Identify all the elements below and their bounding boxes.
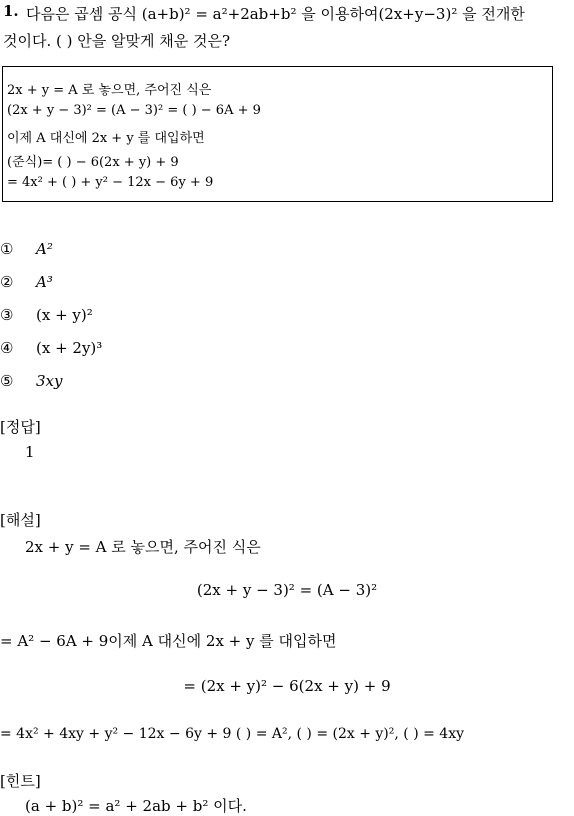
box-line-1: 2x + y = A 로 놓으면, 주어진 식은	[7, 83, 212, 98]
box-line-2: (2x + y − 3)² = (A − 3)² = ( ) − 6A + 9	[7, 103, 261, 118]
question-number-text: 1.	[3, 2, 19, 20]
choice-4-text: (x + 2y)³	[36, 339, 103, 357]
explanation-label: [해설]	[0, 511, 41, 529]
choice-5-mark: ⑤	[0, 372, 14, 390]
box-line-4: (준식)= ( ) − 6(2x + y) + 9	[7, 155, 179, 170]
hint-text: (a + b)² = a² + 2ab + b² 이다.	[25, 797, 247, 815]
box-line-5: = 4x² + ( ) + y² − 12x − 6y + 9	[7, 175, 214, 190]
question-line-2: 것이다. ( ) 안을 알맞게 채운 것은?	[3, 32, 231, 50]
choice-4-mark: ④	[0, 339, 14, 357]
choice-1-text: A²	[36, 240, 53, 258]
problem-box	[2, 66, 553, 202]
choice-3-mark: ③	[0, 306, 14, 324]
choice-5-text: 3xy	[36, 372, 63, 390]
explanation-line-2: = A² − 6A + 9이제 A 대신에 2x + y 를 대입하면	[0, 632, 337, 650]
hint-label: [힌트]	[0, 772, 41, 790]
box-line-3: 이제 A 대신에 2x + y 를 대입하면	[7, 131, 205, 146]
question-number	[3, 2, 19, 20]
answer-value: 1	[25, 443, 35, 461]
choice-3-text: (x + y)²	[36, 306, 93, 324]
answer-label: [정답]	[0, 418, 41, 436]
question-line-1: 다음은 곱셈 공식 (a+b)² = a²+2ab+b² 을 이용하여(2x+y−3)² 을 전개한	[26, 5, 525, 23]
choice-1-mark: ①	[0, 240, 14, 258]
explanation-equation-1: (2x + y − 3)² = (A − 3)²	[196, 581, 378, 599]
explanation-line-1: 2x + y = A 로 놓으면, 주어진 식은	[25, 538, 261, 556]
choice-2-mark: ②	[0, 273, 14, 291]
choice-2-text: A³	[36, 273, 53, 291]
explanation-equation-2: = (2x + y)² − 6(2x + y) + 9	[183, 677, 391, 695]
explanation-line-3: = 4x² + 4xy + y² − 12x − 6y + 9 ( ) = A², ( ) = (2x + y)², ( ) = 4xy	[0, 726, 464, 742]
